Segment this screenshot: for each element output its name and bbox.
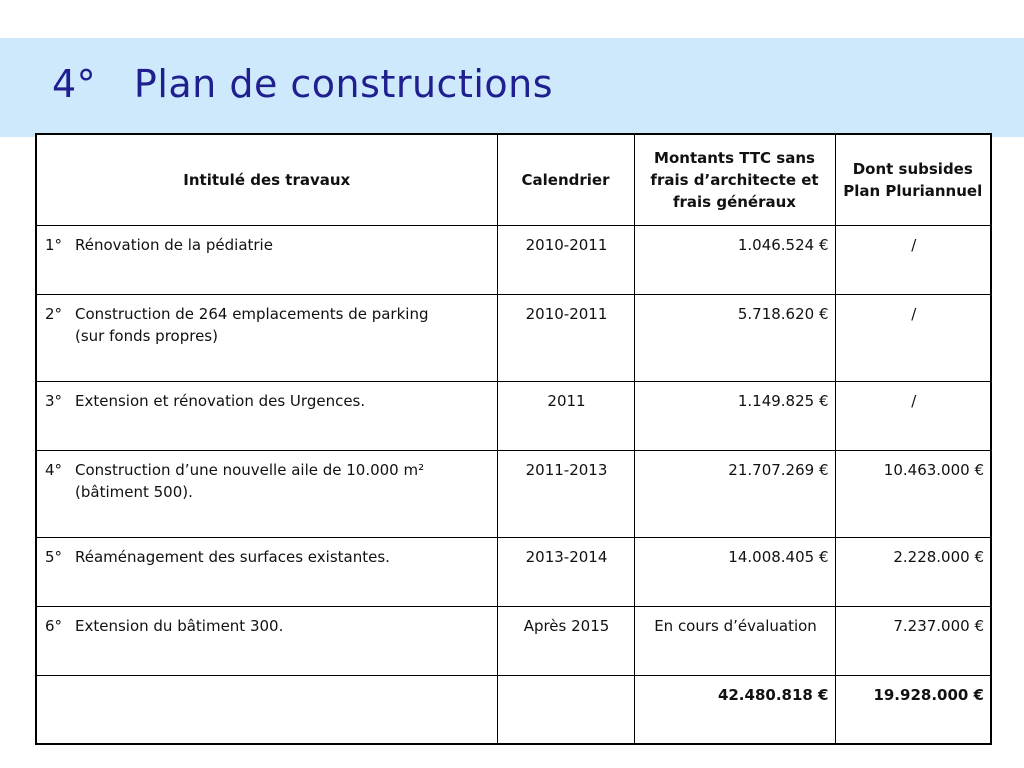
row-number: 1° [45,235,63,254]
table-row [36,606,991,675]
row-calendar: Après 2015 [497,606,634,675]
row-label: Extension et rénovation des Urgences. [75,391,366,410]
table-total-row [36,675,991,744]
row-label: Construction de 264 emplacements de parking [75,304,429,323]
row-title [36,381,497,450]
total-amount: 42.480.818 € [634,675,835,744]
row-title [36,225,497,294]
row-subsidy: / [835,294,991,381]
row-calendar: 2011-2013 [497,450,634,537]
row-amount: 21.707.269 € [634,450,835,537]
row-title [36,450,497,537]
table-row [36,450,991,537]
table-row [36,294,991,381]
row-amount: 1.046.524 € [634,225,835,294]
row-number: 2° [45,304,63,323]
header-subsidy: Dont subsides Plan Pluriannuel [835,134,991,225]
row-label-continued: (sur fonds propres) [75,326,218,345]
row-number: 3° [45,391,63,410]
row-subsidy: 2.228.000 € [835,537,991,606]
row-label: Rénovation de la pédiatrie [75,235,273,254]
page-title: 4° Plan de constructions [52,62,554,106]
row-label-continued: (bâtiment 500). [75,482,193,501]
row-title [36,294,497,381]
row-title [36,606,497,675]
row-title [36,537,497,606]
row-amount: En cours d’évaluation [634,606,835,675]
row-amount: 14.008.405 € [634,537,835,606]
row-subsidy: 7.237.000 € [835,606,991,675]
row-label: Construction d’une nouvelle aile de 10.000 m² [75,460,425,479]
row-number: 4° [45,460,63,479]
row-subsidy: 10.463.000 € [835,450,991,537]
row-calendar: 2010-2011 [497,294,634,381]
row-calendar: 2013-2014 [497,537,634,606]
total-subsidy: 19.928.000 € [835,675,991,744]
row-amount: 5.718.620 € [634,294,835,381]
row-amount: 1.149.825 € [634,381,835,450]
row-number: 6° [45,616,63,635]
table-row [36,225,991,294]
total-calendar-cell [497,675,634,744]
row-label: Réaménagement des surfaces existantes. [75,547,390,566]
header-title: Intitulé des travaux [36,134,497,225]
row-calendar: 2010-2011 [497,225,634,294]
total-label-cell [36,675,497,744]
construction-plan-table [35,133,992,745]
header-amount: Montants TTC sans frais d’architecte et frais généraux [634,134,835,225]
row-calendar: 2011 [497,381,634,450]
row-number: 5° [45,547,63,566]
table-row [36,381,991,450]
row-subsidy: / [835,225,991,294]
table-row [36,537,991,606]
header-calendar: Calendrier [497,134,634,225]
row-label: Extension du bâtiment 300. [75,616,284,635]
table-header-row [36,134,991,225]
row-subsidy: / [835,381,991,450]
